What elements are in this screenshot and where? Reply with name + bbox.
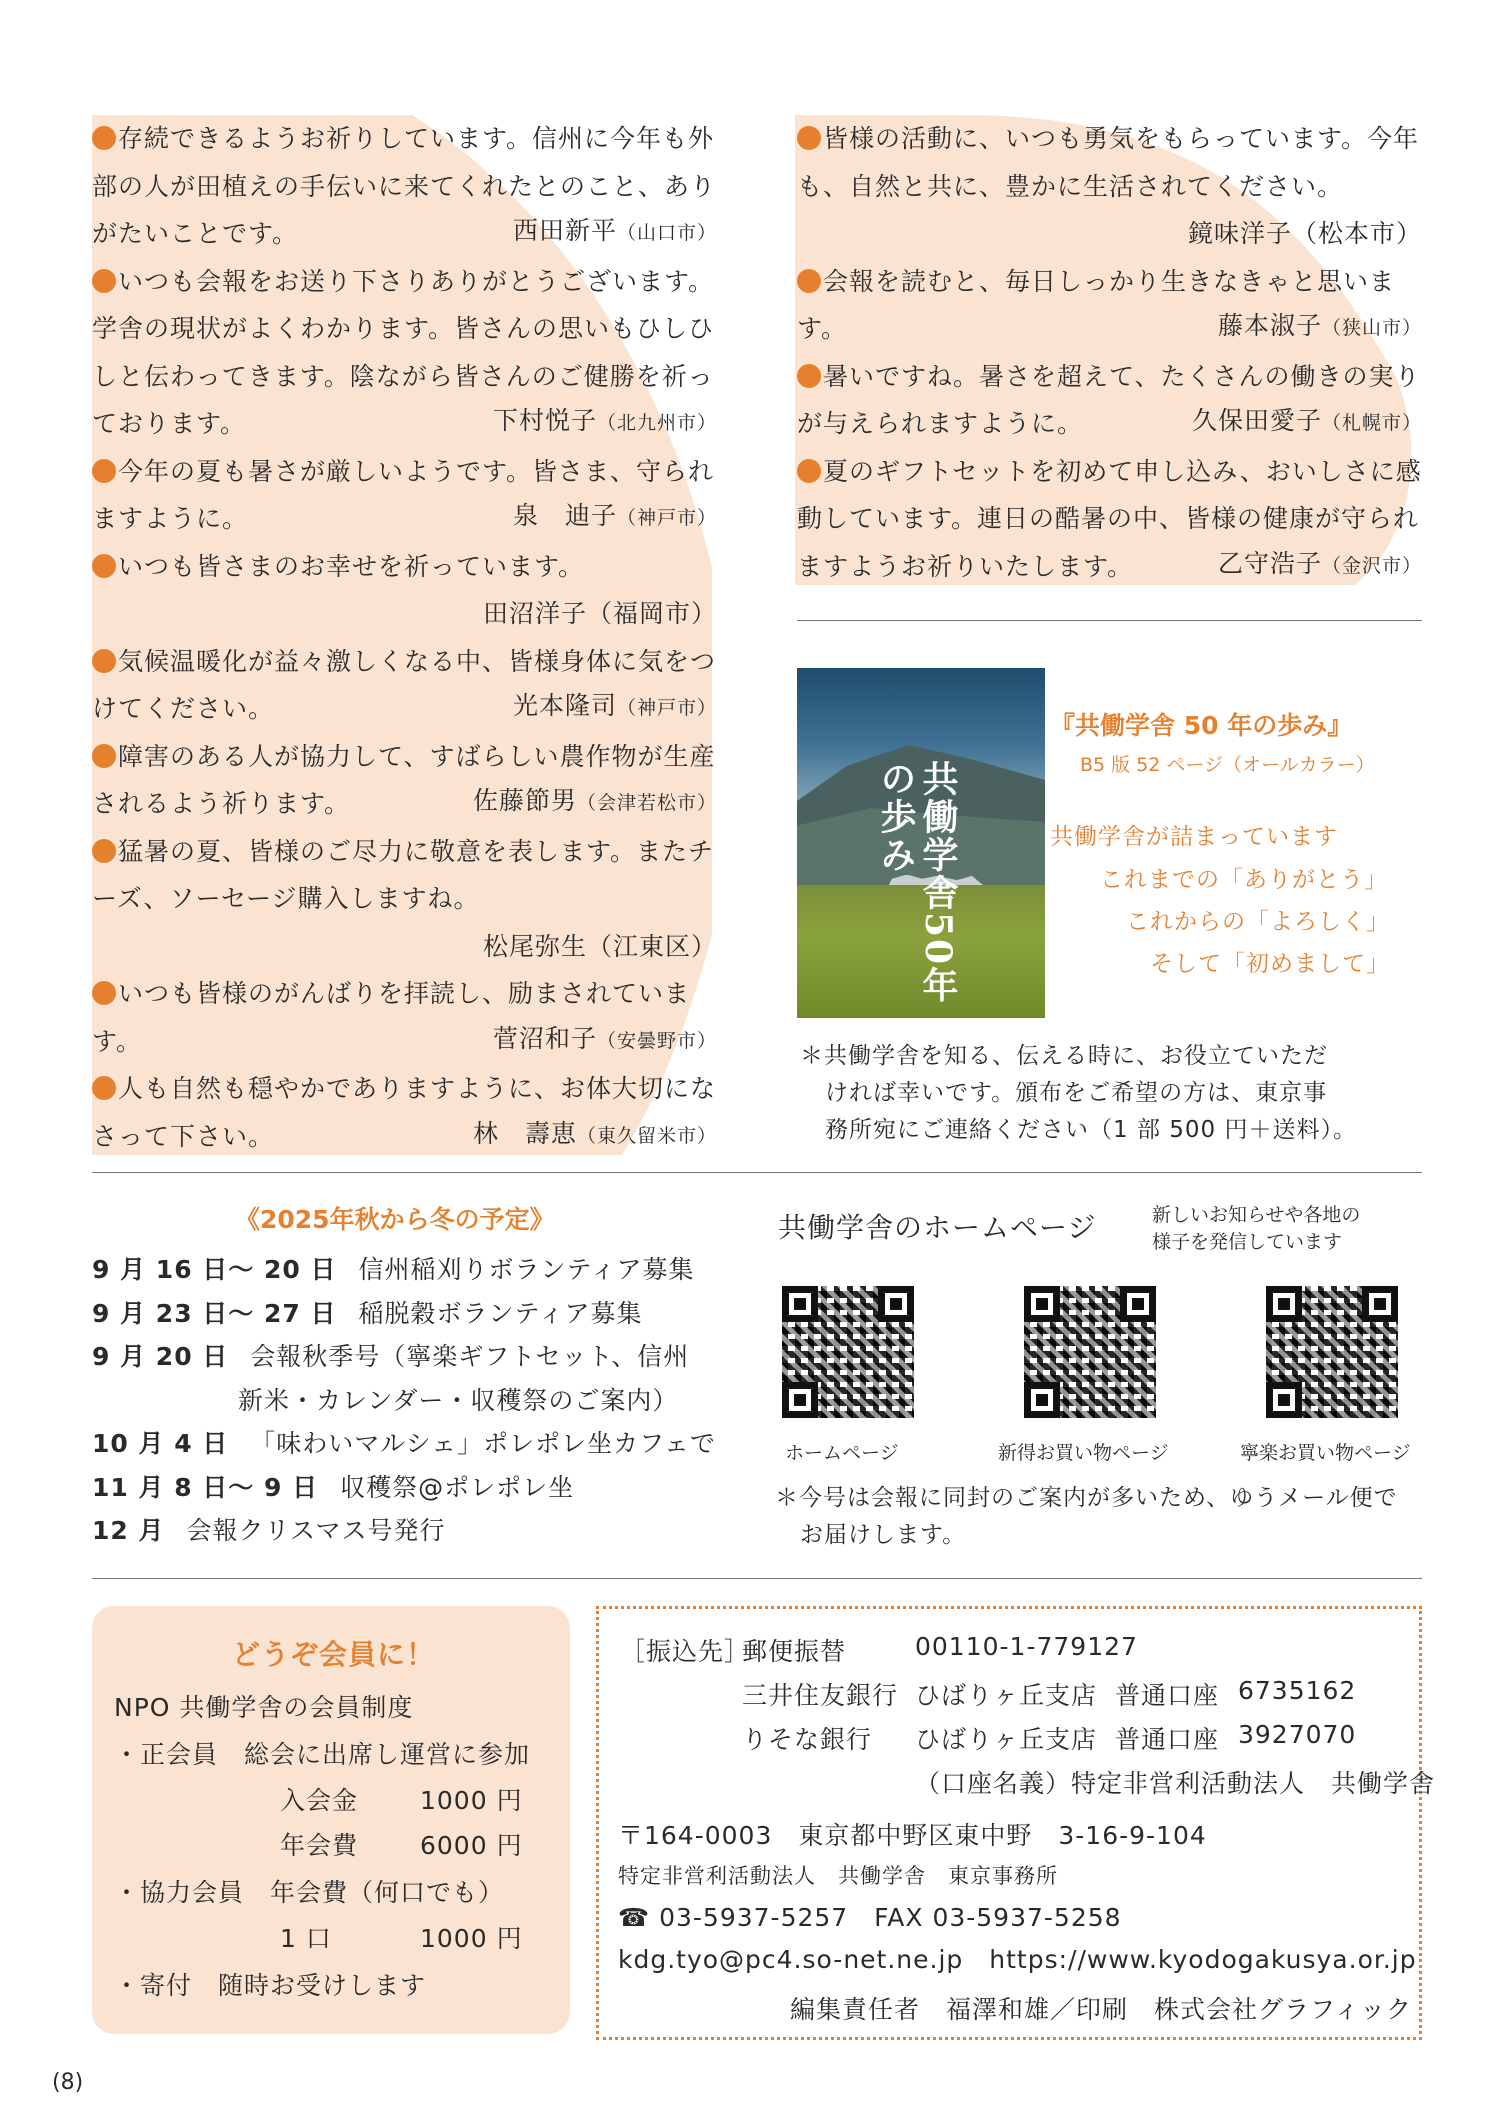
bullet-icon (797, 364, 821, 388)
book-line: 共働学舎が詰まっています (1050, 824, 1338, 850)
bullet-icon (92, 459, 116, 483)
qr-label-shintoku-shop: 新得お買い物ページ (998, 1442, 1169, 1464)
schedule-text: 会報クリスマス号発行 (186, 1516, 446, 1545)
author-name: 田沼洋子 (482, 599, 587, 628)
divider (92, 1172, 1422, 1173)
letter-signature (1192, 397, 1422, 448)
annual-fee: 6000 円 (420, 1831, 523, 1860)
account-holder: （口座名義）特定非営利活動法人 共働学舎 (915, 1769, 1436, 1798)
letter-text: 障害のある人が協力して、すばらしい農作物が生産されるよう祈ります。 (92, 741, 716, 818)
letter-text: いつも会報をお送り下さりありがとうございます。学舎の現状がよくわかります。皆さんの思いもひしひしと伝わってきます。陰ながら皆さんのご健勝を祈っております。 (92, 266, 715, 438)
schedule-date: 11 月 8 日〜 9 日 (92, 1472, 319, 1502)
qr-code-shintoku-shop[interactable] (1024, 1286, 1156, 1418)
author-place: （東久留米市） (576, 1124, 717, 1147)
author-place: （松本市） (1291, 219, 1422, 248)
schedule-text: 稲脱穀ボランティア募集 (358, 1298, 643, 1328)
membership-title: どうぞ会員に！ (232, 1638, 436, 1671)
account-number: 6735162 (1238, 1676, 1357, 1705)
bullet-icon (92, 554, 116, 578)
schedule-text: 「味わいマルシェ」ポレポレ坐カフェで (250, 1429, 716, 1458)
qr-label-nara-shop: 寧楽お買い物ページ (1240, 1442, 1411, 1464)
letter-item (92, 828, 717, 971)
author-name: 泉 迪子 (512, 501, 617, 530)
schedule-item (92, 1248, 732, 1292)
letter-item (92, 115, 717, 258)
transfer-label: ［振込先］ (620, 1637, 751, 1666)
letter-signature (513, 492, 717, 543)
schedule-date: 9 月 16 日〜 20 日 (92, 1255, 337, 1284)
letter-item (92, 448, 717, 543)
letter-text: 会報を読むと、毎日しっかり生きなきゃと思います。 (797, 266, 1396, 343)
letter-text: いつも皆さまのお幸せを祈っています。 (118, 551, 585, 581)
letter-signature (92, 590, 717, 638)
book-spec: B5 版 52 ページ（オールカラー） (1080, 754, 1375, 776)
account-type: 普通口座 (1115, 1681, 1220, 1710)
author-name: 林 壽恵 (472, 1118, 577, 1148)
book-note: ＊共働学舎を知る、伝える時に、お役立ていただ ければ幸いです。頒布をご希望の方は、東京事 務所宛にご連絡ください（1 部 500 円＋送料）。 (800, 1043, 1357, 1143)
membership-support: ・協力会員 年会費（何口でも） (114, 1878, 505, 1907)
schedule-date: 10 月 4 日 (92, 1429, 229, 1458)
letter-text: 皆様の活動に、いつも勇気をもらっています。今年も、自然と共に、豊かに生活されてください。 (797, 124, 1420, 201)
homepage-subtitle: 新しいお知らせや各地の 様子を発信しています (1152, 1204, 1361, 1253)
author-name: 西田新平 (512, 216, 617, 245)
book-line: これからの「よろしく」 (1126, 909, 1390, 935)
schedule-text: 信州稲刈りボランティア募集 (358, 1255, 695, 1284)
bank-name: 三井住友銀行 (742, 1681, 899, 1710)
letter-signature (1218, 540, 1422, 591)
book-line: そして「初めまして」 (1150, 951, 1390, 977)
membership-regular: ・正会員 総会に出席し運営に参加 (114, 1740, 531, 1769)
phone-fax: ☎ 03-5937-5257 FAX 03-5937-5258 (618, 1903, 1122, 1932)
bank-name: りそな銀行 (742, 1725, 873, 1754)
letter-signature (493, 1015, 717, 1066)
author-place: （江東区） (586, 931, 717, 961)
letter-text: いつも皆様のがんばりを拝読し、励まされています。 (92, 979, 691, 1056)
page-number: (8) (52, 2070, 84, 2095)
schedule-item (92, 1466, 732, 1510)
schedule-item (92, 1422, 732, 1466)
letter-signature (92, 923, 717, 971)
author-name: 佐藤節男 (472, 786, 577, 815)
unit-fee: 1000 円 (420, 1924, 523, 1953)
bullet-icon (92, 1076, 116, 1100)
letter-item (92, 638, 717, 733)
author-name: 久保田愛子 (1191, 406, 1322, 435)
letter-text: 今年の夏も暑さが厳しいようです。皆さま、守られますように。 (92, 456, 715, 533)
entry-fee-label: 入会金 (280, 1786, 359, 1815)
annual-fee-label: 年会費 (280, 1831, 359, 1860)
letter-text: 気候温暖化が益々激しくなる中、皆様身体に気をつけてください。 (92, 646, 717, 723)
email-web[interactable]: kdg.tyo@pc4.so-net.ne.jp https://www.kyodogakusya.or.jp (618, 1945, 1417, 1974)
letter-item (797, 448, 1422, 591)
letter-signature (513, 207, 717, 258)
letter-signature (473, 777, 717, 828)
bullet-icon (92, 744, 116, 768)
letter-signature (473, 1110, 717, 1161)
schedule-item (92, 1509, 732, 1553)
letter-signature (513, 682, 717, 733)
schedule-text: 新米・カレンダー・収穫祭のご案内） (238, 1385, 679, 1415)
author-place: （北九州市） (596, 412, 717, 434)
letter-text: 暑いですね。暑さを超えて、たくさんの働きの実りが与えられますように。 (797, 361, 1421, 438)
schedule-date: 9 月 20 日 (92, 1342, 229, 1371)
letter-signature (797, 210, 1422, 258)
author-name: 鏡味洋子 (1187, 219, 1292, 248)
letter-item (797, 115, 1422, 258)
homepage-title: 共働学舎のホームページ (778, 1211, 1097, 1244)
bullet-icon (92, 649, 116, 673)
divider (92, 1578, 1422, 1579)
entry-fee: 1000 円 (420, 1786, 523, 1815)
letter-item (92, 733, 717, 828)
letter-item (797, 258, 1422, 353)
letter-item (797, 353, 1422, 448)
author-place: （会津若松市） (576, 792, 717, 814)
author-place: （狭山市） (1321, 317, 1422, 339)
letter-item (92, 258, 717, 448)
schedule-item (92, 1379, 732, 1423)
editor-printer: 編集責任者 福澤和雄／印刷 株式会社グラフィック (790, 1995, 1413, 2024)
schedule-item (92, 1292, 732, 1336)
letters-column-left (92, 115, 717, 1160)
author-name: 下村悦子 (492, 406, 597, 435)
account-number: 00110-1-779127 (915, 1632, 1138, 1661)
schedule-date: 9 月 23 日〜 27 日 (92, 1298, 337, 1328)
letter-item (92, 970, 717, 1065)
author-name: 菅沼和子 (492, 1023, 597, 1053)
author-place: （安曇野市） (596, 1029, 717, 1052)
bank-branch: ひばりヶ丘支店 (915, 1681, 1098, 1710)
author-place: （金沢市） (1321, 554, 1422, 577)
account-type: 普通口座 (1115, 1725, 1220, 1754)
schedule-item (92, 1335, 732, 1379)
author-place: （福岡市） (586, 599, 717, 628)
qr-label-homepage: ホームページ (785, 1442, 899, 1464)
book-cover-title: 共働学舎50年の歩み (875, 760, 959, 1005)
bullet-icon (92, 839, 116, 863)
mail-note: ＊今号は会報に同封のご案内が多いため、ゆうメール便で お届けします。 (775, 1485, 1398, 1548)
bullet-icon (797, 459, 821, 483)
bullet-icon (92, 126, 116, 150)
letter-item (92, 1065, 717, 1160)
divider (797, 620, 1422, 621)
schedule-date: 12 月 (92, 1516, 165, 1545)
letter-text: 人も自然も穏やかでありますように、お体大切になさって下さい。 (92, 1074, 717, 1151)
letters-column-right (797, 115, 1422, 590)
book-line: これまでの「ありがとう」 (1100, 867, 1388, 893)
unit-label: 1 口 (280, 1924, 332, 1953)
bullet-icon (92, 981, 116, 1005)
author-name: 光本隆司 (512, 691, 617, 720)
author-place: （神戸市） (616, 697, 717, 719)
letter-text: 存続できるようお祈りしています。信州に今年も外部の人が田植えの手伝いに来てくれたとのこと、ありがたいことです。 (92, 124, 717, 248)
office-name: 特定非営利活動法人 共働学舎 東京事務所 (618, 1864, 1058, 1888)
book-title: 『共働学舎 50 年の歩み』 (1050, 711, 1353, 740)
author-place: （札幌市） (1321, 412, 1422, 434)
letter-signature (493, 397, 717, 448)
office-address: 〒164-0003 東京都中野区東中野 3-16-9-104 (618, 1821, 1207, 1850)
schedule-text: 会報秋季号（寧楽ギフトセット、信州 (250, 1342, 690, 1371)
letter-text: 猛暑の夏、皆様のご尽力に敬意を表します。またチーズ、ソーセージ購入しますね。 (92, 836, 715, 913)
author-name: 乙守浩子 (1217, 548, 1322, 578)
author-name: 松尾弥生 (482, 931, 587, 961)
author-name: 藤本淑子 (1217, 311, 1322, 340)
schedule-title: 《2025年秋から冬の予定》 (235, 1205, 555, 1234)
membership-heading: NPO 共働学舎の会員制度 (114, 1693, 414, 1722)
bullet-icon (797, 269, 821, 293)
author-place: （神戸市） (616, 507, 717, 529)
author-place: （山口市） (616, 222, 717, 244)
letter-text: 夏のギフトセットを初めて申し込み、おいしさに感動しています。連日の酷暑の中、皆様の健康が守られますようお祈りいたします。 (797, 456, 1422, 581)
book-cover-image (797, 668, 1045, 1018)
schedule-text: 収穫祭@ポレポレ坐 (340, 1472, 575, 1502)
membership-donation: ・寄付 随時お受けします (114, 1971, 427, 2000)
bullet-icon (797, 126, 821, 150)
bullet-icon (92, 269, 116, 293)
letter-signature (1218, 302, 1422, 353)
bank-name: 郵便振替 (742, 1637, 847, 1666)
account-number: 3927070 (1238, 1720, 1357, 1749)
qr-code-nara-shop[interactable] (1266, 1286, 1398, 1418)
letter-item (92, 543, 717, 638)
schedule-list (92, 1248, 732, 1553)
bank-branch: ひばりヶ丘支店 (915, 1725, 1098, 1754)
qr-code-homepage[interactable] (782, 1286, 914, 1418)
